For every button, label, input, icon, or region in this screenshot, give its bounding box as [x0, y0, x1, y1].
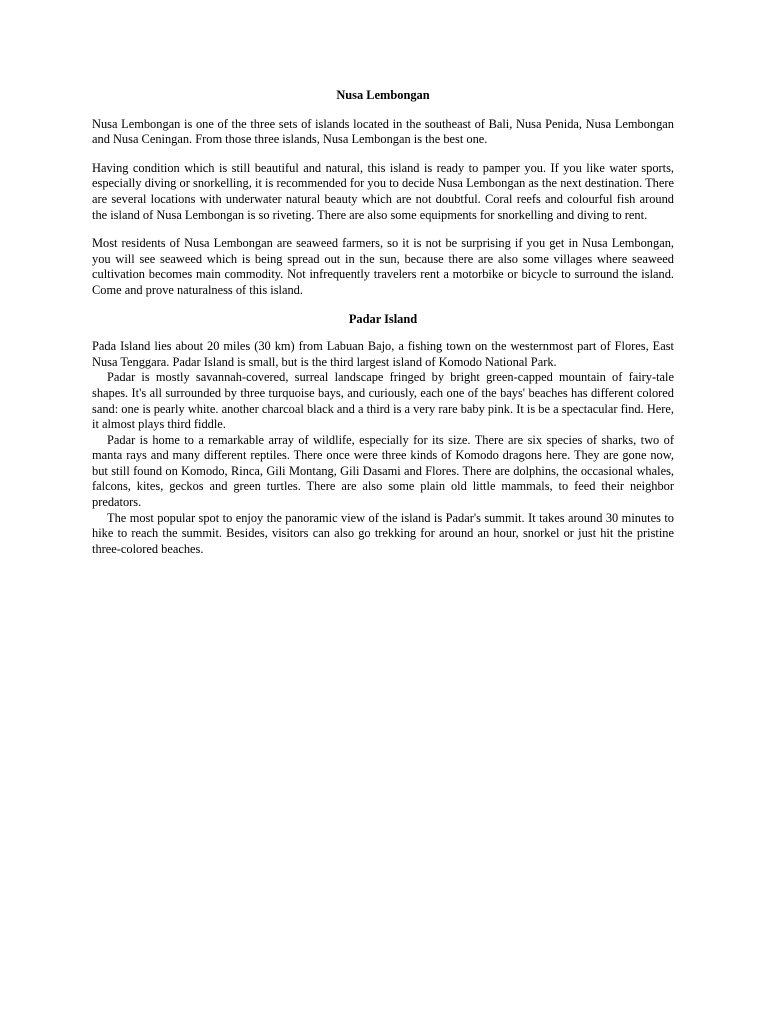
paragraph-padar-location: Pada Island lies about 20 miles (30 km) from Labuan Bajo, a fishing town on the westernmost part of Flores, East Nusa Tenggara. Padar Island is small, but is the third largest island of Komodo National Park.	[92, 339, 674, 369]
paragraph-nusa-lembongan-seaweed: Most residents of Nusa Lembongan are seaweed farmers, so it is not be surprising if you get in Nusa Lembongan, you will see seaweed which is being spread out in the sun, because there are also some villages where seaweed cultivation becomes main commodity. Not infrequently travelers rent a motorbike or bicycle to surround the island. Come and prove naturalness of this island.	[92, 236, 674, 297]
section-title-padar-island: Padar Island	[348, 311, 418, 326]
paragraph-padar-wildlife: Padar is home to a remarkable array of wildlife, especially for its size. There are six species of sharks, two of manta rays and many different reptiles. There once were three kinds of Komodo dragons here. They are gone now, but still found on Komodo, Rinca, Gili Montang, Gili Dasami and Flores. There are dolphins, the occasional whales, falcons, kites, geckos and green turtles. There are also some plain old little mammals, to feed their neighbor predators.	[92, 432, 674, 510]
paragraph-padar-landscape: Padar is mostly savannah-covered, surreal landscape fringed by bright green-capped mountain of fairy-tale shapes. It's all surrounded by three turquoise bays, and curiously, each one of the bays' beaches has different colored sand: one is pearly white. another charcoal black and a third is a very rare baby pink. It is be a spectacular find. Here, it almost plays third fiddle.	[92, 370, 674, 432]
paragraph-nusa-lembongan-intro: Nusa Lembongan is one of the three sets of islands located in the southeast of Bali, Nusa Penida, Nusa Lembongan and Nusa Ceningan. From those three islands, Nusa Lembongan is the best one.	[92, 116, 674, 147]
section-title-nusa-lembongan: Nusa Lembongan	[336, 88, 430, 102]
paragraph-padar-summit: The most popular spot to enjoy the panoramic view of the island is Padar's summit. It takes around 30 minutes to hike to reach the summit. Besides, visitors can also go trekking for around an hour, snorkel or just hit the pristine three-colored beaches.	[92, 510, 674, 556]
paragraph-nusa-lembongan-water-sports: Having condition which is still beautiful and natural, this island is ready to pamper you. If you like water sports, especially diving or snorkelling, it is recommended for you to decide Nusa Lembongan as the next destination. There are several locations with underwater natural beauty which are not doubtful. Coral reefs and colourful fish around the island of Nusa Lembongan is so riveting. There are also some equipments for snorkelling and diving to rent.	[92, 160, 674, 222]
document-page	[92, 88, 674, 557]
